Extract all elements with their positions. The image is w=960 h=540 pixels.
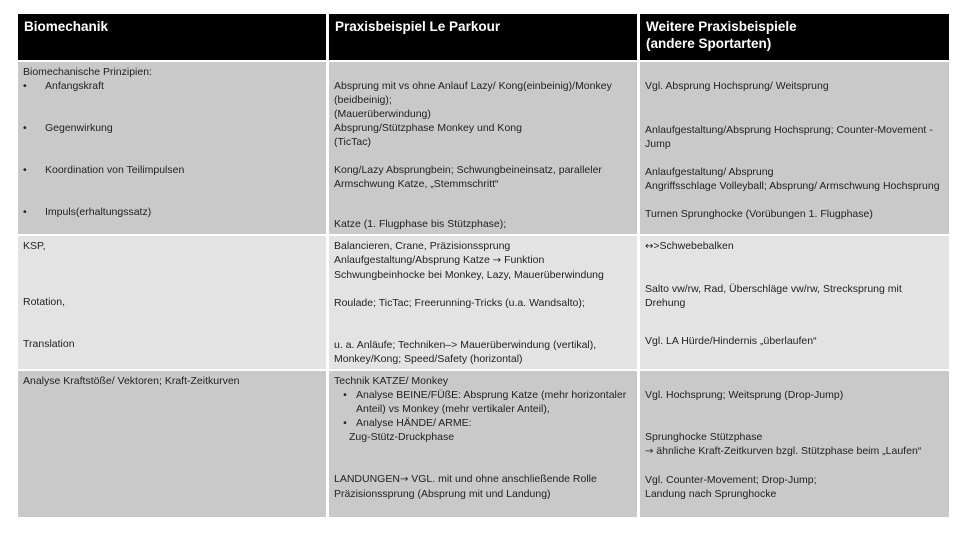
text-block: Roulade; TicTac; Freerunning-Tricks (u.a. Wandsalto); <box>334 297 585 309</box>
text-block: Balancieren, Crane, Präzisionssprung <box>334 240 511 252</box>
cell-other-ksp <box>640 236 949 369</box>
header-row <box>18 14 949 60</box>
translation-label: Translation <box>23 338 75 350</box>
text-block: Salto vw/rw, Rad, Überschläge vw/rw, Strecksprung mit Drehung <box>645 283 902 309</box>
text-block: Absprung mit vs ohne Anlauf Lazy/ Kong(einbeinig)/Monkey (beidbeinig); (Mauerüberwindung) Absprung/Stützphase Monkey und Kong (TicTac) <box>334 80 612 148</box>
text-block: ↔>Schwebebalken <box>645 240 734 252</box>
text-block: Sprunghocke Stützphase <box>645 431 763 443</box>
arrow-right-icon: → <box>645 446 654 457</box>
cell-principles <box>18 62 326 234</box>
text-block: Zug-Stütz-Druckphase <box>349 431 455 443</box>
text-block: Vgl. Hochsprung; Weitsprung (Drop-Jump) <box>645 389 844 401</box>
text-block: Turnen Sprunghocke (Vorübungen 1. Flugphase) <box>645 208 873 220</box>
analysis-list <box>334 388 632 430</box>
text-block: → ähnliche Kraft-Zeitkurven bzgl. Stützphase beim „Laufen“ <box>645 445 922 457</box>
principles-intro: Biomechanische Prinzipien: <box>23 66 152 78</box>
list-item: • Analyse BEINE/FÜßE: Absprung Katze (mehr horizontaler Anteil) vs Monkey (mehr vertikaler Anteil), <box>343 389 627 415</box>
cell-analyse <box>18 371 326 517</box>
text-block: Anlaufgestaltung/ Absprung Angriffsschlage Volleyball; Absprung/ Armschwung Hochsprung <box>645 166 940 192</box>
text-block: Vgl. Absprung Hochsprung/ Weitsprung <box>645 80 829 92</box>
list-item: • Analyse HÄNDE/ ARME: <box>343 417 472 429</box>
list-item: • Impuls(erhaltungssatz) <box>23 206 152 218</box>
text-block: Analyse Kraftstöße/ Vektoren; Kraft-Zeitkurven <box>23 375 240 387</box>
table-row <box>18 371 949 517</box>
cell-parkour-analyse <box>329 371 637 517</box>
list-item: • Gegenwirkung <box>23 122 113 134</box>
header-weitere: Weitere Praxisbeispiele (andere Sportarten) <box>640 14 949 60</box>
header-parkour: Praxisbeispiel Le Parkour <box>329 14 637 60</box>
header-biomechanik: Biomechanik <box>18 14 326 60</box>
arrow-right-icon: → <box>399 474 409 485</box>
rotation-label: Rotation, <box>23 296 66 308</box>
comparison-table <box>15 12 952 519</box>
text-block: Anlaufgestaltung/Absprung Katze → Funktion Schwungbeinhocke bei Monkey, Lazy, Mauerüberwindung <box>334 254 604 281</box>
text-block: u. a. Anläufe; Techniken–> Mauerüberwindung (vertikal), Monkey/Kong; Speed/Safety (horizontal) <box>334 339 597 365</box>
arrow-both-icon: ↔ <box>645 241 654 252</box>
text-block: Kong/Lazy Absprungbein; Schwungbeineinsatz, paralleler Armschwung Katze, „Stemmschritt“ <box>334 164 602 190</box>
cell-parkour-principles <box>329 62 637 234</box>
text-block: LANDUNGEN→ VGL. mit und ohne anschließende Rolle Präzisionssprung (Absprung mit und Landung) <box>334 473 597 500</box>
ksp-label: KSP, <box>23 240 46 252</box>
cell-other-principles <box>640 62 949 234</box>
list-item: • Koordination von Teilimpulsen <box>23 164 185 176</box>
technik-title: Technik KATZE/ Monkey <box>334 375 449 387</box>
text-block: Vgl. LA Hürde/Hindernis „überlaufen“ <box>645 335 817 347</box>
cell-other-analyse <box>640 371 949 517</box>
table-row <box>18 62 949 234</box>
text-block: Katze (1. Flugphase bis Stützphase); <box>334 218 507 230</box>
text-block: Vgl. Counter-Movement; Drop-Jump; Landung nach Sprunghocke <box>645 474 817 500</box>
cell-parkour-ksp <box>329 236 637 369</box>
list-item: • Anfangskraft <box>23 80 104 92</box>
table-row <box>18 236 949 369</box>
text-block: Anlaufgestaltung/Absprung Hochsprung; Counter-Movement -Jump <box>645 124 933 150</box>
arrow-right-icon: → <box>492 255 502 266</box>
cell-ksp <box>18 236 326 369</box>
